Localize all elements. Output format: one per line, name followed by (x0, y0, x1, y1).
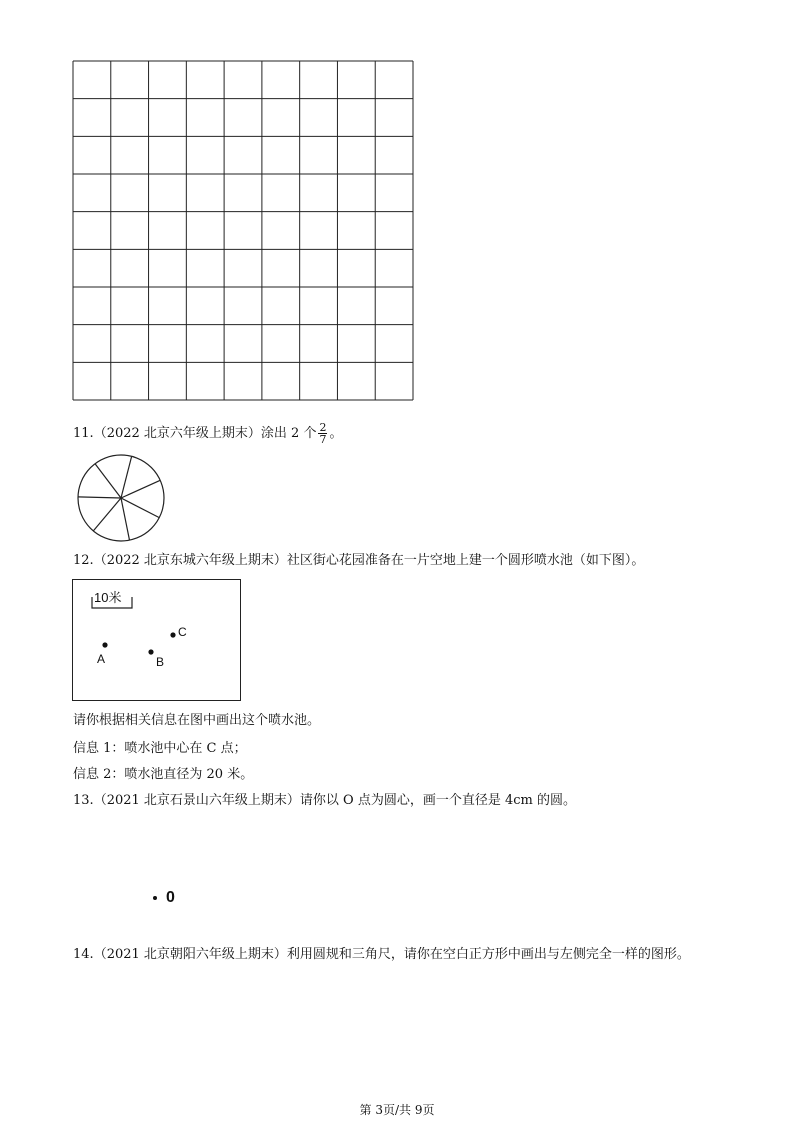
point-b-dot (148, 649, 153, 654)
question-12 (73, 552, 644, 570)
circle-spoke (121, 480, 160, 498)
question-text: 社区街心花园准备在一片空地上建一个圆形喷水池（如下图）。 (286, 553, 645, 568)
point-c-dot (170, 632, 175, 637)
circle-spoke (121, 456, 132, 498)
fraction (318, 422, 327, 445)
point-c-label: C (178, 625, 187, 639)
question-11 (73, 422, 342, 445)
point-b-label: B (156, 655, 165, 669)
scale-label: 10米 (94, 590, 122, 605)
point-a-dot (102, 642, 107, 647)
circle-spoke (78, 497, 121, 498)
question-13 (73, 792, 576, 810)
question-source: （2022 北京东城六年级上期末） (93, 553, 287, 568)
circle-spoke (121, 498, 159, 518)
fountain-map (72, 579, 242, 702)
point-o-dot (153, 896, 157, 900)
info-2: 信息 2：喷水池直径为 20 米。 (73, 767, 254, 782)
point-a-label: A (97, 652, 106, 666)
question-text: 请你以 O 点为圆心，画一个直径是 4cm 的圆。 (299, 793, 576, 808)
question-text-end: 。 (329, 426, 343, 441)
question-text: 涂出 2 个 (260, 426, 317, 441)
question-number: 12. (73, 553, 94, 568)
question-text: 利用圆规和三角尺，请你在空白正方形中画出与左侧完全一样的图形。 (286, 947, 690, 962)
question-source: （2021 北京石景山六年级上期末） (93, 793, 300, 808)
question-number: 11. (73, 426, 94, 441)
info-1: 信息 1：喷水池中心在 C 点； (73, 741, 247, 756)
question-number: 14. (73, 947, 94, 962)
point-o-label: 0 (166, 889, 175, 906)
question-14 (73, 946, 690, 964)
fraction-numerator: 2 (319, 421, 327, 434)
fraction-denominator: 7 (319, 433, 327, 446)
circle-spoke (93, 498, 121, 531)
circle-spoke (121, 498, 129, 540)
question-source: （2022 北京六年级上期末） (93, 426, 261, 441)
question-source: （2021 北京朝阳六年级上期末） (93, 947, 287, 962)
divided-circle (76, 453, 166, 543)
point-o (153, 889, 175, 907)
instruction-text: 请你根据相关信息在图中画出这个喷水池。 (73, 713, 321, 728)
circle-spoke (95, 464, 121, 498)
question-number: 13. (73, 793, 94, 808)
page-footer (0, 1101, 794, 1118)
page-number: 第 3页/共 9页 (359, 1103, 435, 1117)
square-grid (72, 60, 414, 401)
